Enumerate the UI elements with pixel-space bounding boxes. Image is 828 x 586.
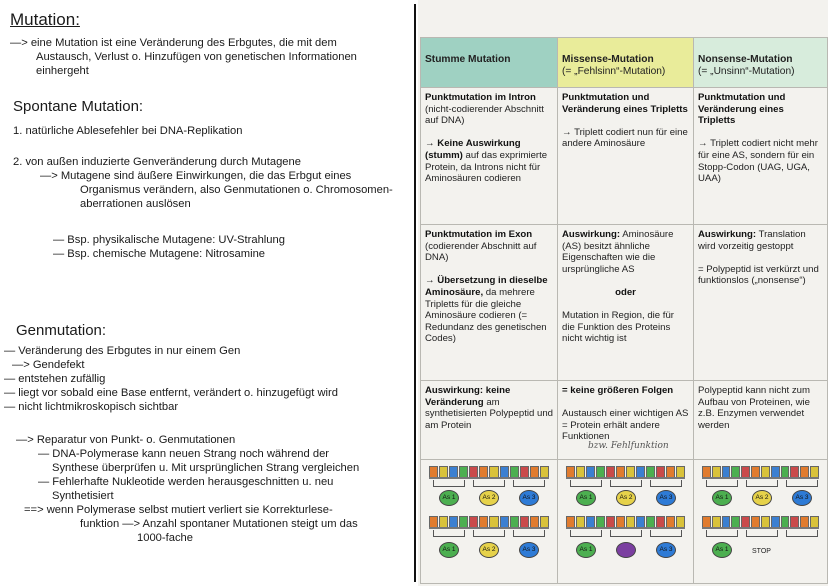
cell-r1-stumme: Punktmutation im Intron (nicht-codierender Abschnitt auf DNA) → Keine Auswirkung (stumm) auf das exprimierte Protein, da Introns nicht für Aminosäuren codieren	[421, 88, 558, 225]
gen-line: — nicht lichtmikroskopisch sichtbar	[4, 401, 179, 413]
gen-line: — entstehen zufällig	[4, 373, 106, 385]
cell-r3-stumme: Auswirkung: keine Veränderung am synthetisierten Polypeptid und am Protein	[421, 381, 558, 460]
amino-acid-3: As 3	[792, 490, 812, 506]
gen-line: —> Gendefekt	[12, 359, 85, 371]
amino-acid-1: As 1	[576, 490, 596, 506]
cell-r1-missense: Punktmutation und Veränderung eines Tripletts → Triplett codiert nun für eine andere Aminosäure	[558, 88, 694, 225]
heading-spontane-mutation: Spontane Mutation:	[13, 98, 144, 115]
amino-acid-1: As 1	[712, 542, 732, 558]
cell-r2-nonsense: Auswirkung: Translation wird vorzeitig gestoppt = Polypeptid ist verkürzt und funktionslos („nonsense“)	[694, 225, 828, 381]
amino-acid-2: As 2	[479, 490, 499, 506]
codon-bracket	[473, 530, 505, 537]
mutation-table-photo	[418, 0, 828, 586]
codon-bracket	[473, 480, 505, 487]
example-chemical: — Bsp. chemische Mutagene: Nitrosamine	[53, 248, 266, 260]
cell-r3-nonsense: Polypeptid kann nicht zum Aufbau von Proteinen, wie z.B. Enzymen verwendet werden	[694, 381, 828, 460]
amino-acid-2: As 2	[752, 490, 772, 506]
codon-bracket	[433, 530, 465, 537]
amino-acid-3: As 3	[519, 542, 539, 558]
heading-genmutation: Genmutation:	[16, 322, 107, 339]
header-stumme: Stumme Mutation	[421, 38, 558, 88]
amino-acid-1: As 1	[439, 542, 459, 558]
definition-line: Austausch, Verlust o. Hinzufügen von genetischen Informationen	[36, 51, 357, 63]
amino-acid-3: As 3	[519, 490, 539, 506]
dna-backbone	[429, 477, 549, 479]
amino-acid-2: As 2	[616, 490, 636, 506]
amino-acid-3: As 3	[656, 490, 676, 506]
dna-backbone	[702, 477, 819, 479]
handwritten-note: bzw. Fehlfunktion	[588, 440, 669, 451]
codon-bracket	[746, 480, 778, 487]
amino-acid-1: As 1	[576, 542, 596, 558]
codon-bracket	[786, 480, 818, 487]
cell-r1-nonsense: Punktmutation und Veränderung eines Tripletts → Triplett codiert nicht mehr für eine AS, sondern für ein Stopp-Codon (UAG, UGA, UAA)	[694, 88, 828, 225]
dna-strand-original	[566, 466, 685, 476]
codon-bracket	[610, 480, 642, 487]
repair-line: ==> wenn Polymerase selbst mutiert verliert sie Korrekturlese-	[24, 504, 333, 516]
dna-backbone	[702, 527, 819, 529]
repair-line: — DNA-Polymerase kann neuen Strang noch während der	[38, 448, 330, 460]
amino-acid-1: As 1	[439, 490, 459, 506]
header-nonsense: Nonsense-Mutation (= „Unsinn“-Mutation)	[694, 38, 828, 88]
dna-strand-original	[429, 466, 549, 476]
dna-strand-mutated	[566, 516, 685, 526]
dna-strand-mutated	[429, 516, 549, 526]
spontan-item-2-line: aberrationen auslösen	[80, 198, 191, 210]
codon-bracket	[746, 530, 778, 537]
repair-line: Synthetisiert	[52, 490, 114, 502]
dna-backbone	[429, 527, 549, 529]
gen-line: — Veränderung des Erbgutes in nur einem Gen	[4, 345, 241, 357]
amino-acid-1: As 1	[712, 490, 732, 506]
spontan-item-2-line: —> Mutagene sind äußere Einwirkungen, die das Erbgut eines	[40, 170, 352, 182]
codon-bracket	[570, 480, 602, 487]
cell-r2-stumme: Punktmutation im Exon (codierender Abschnitt auf DNA) → Übersetzung in dieselbe Aminosäure, da mehrere Tripletts für die gleiche Aminosäure codieren (= Redundanz des genetischen Codes)	[421, 225, 558, 381]
spontan-item-2-line: Organismus verändern, also Genmutationen o. Chromosomen-	[80, 184, 393, 196]
repair-line: Synthese überprüfen u. Mit ursprünglichen Strang vergleichen	[52, 462, 360, 474]
codon-bracket	[706, 480, 738, 487]
mutation-table	[420, 37, 828, 584]
codon-bracket	[650, 480, 682, 487]
page-divider	[414, 4, 416, 582]
dna-backbone	[566, 527, 685, 529]
definition-line: einhergeht	[36, 65, 89, 77]
dna-strand-original	[702, 466, 819, 476]
repair-line: — Fehlerhafte Nukleotide werden herausgeschnitten u. neu	[38, 476, 334, 488]
cell-r2-missense: Auswirkung: Aminosäure (AS) besitzt ähnliche Eigenschaften wie die ursprüngliche AS oder Mutation in Region, die für die Funktion des Proteins nicht wichtig ist	[558, 225, 694, 381]
codon-bracket	[706, 530, 738, 537]
codon-bracket	[786, 530, 818, 537]
example-physical: — Bsp. physikalische Mutagene: UV-Strahlung	[53, 234, 285, 246]
gen-line: — liegt vor sobald eine Base entfernt, verändert o. hinzugefügt wird	[4, 387, 338, 399]
dna-backbone	[566, 477, 685, 479]
dna-diagram-nonsense	[694, 459, 828, 583]
amino-acid-2: As 2	[479, 542, 499, 558]
dna-diagram-stumme	[421, 459, 558, 583]
spontan-item-1: 1. natürliche Ablesefehler bei DNA-Replikation	[13, 125, 243, 137]
dna-diagram-missense	[558, 459, 694, 583]
dna-strand-mutated	[702, 516, 819, 526]
spontan-item-2: 2. von außen induzierte Genveränderung durch Mutagene	[13, 156, 301, 168]
cell-r3-missense: = keine größeren Folgen Austausch einer wichtigen AS = Protein erhält andere Funktionen bzw. Fehlfunktion	[558, 381, 694, 460]
amino-acid-2	[616, 542, 636, 558]
repair-line: funktion —> Anzahl spontaner Mutationen steigt um das	[80, 518, 358, 530]
codon-bracket	[610, 530, 642, 537]
repair-line: 1000-fache	[137, 532, 193, 544]
codon-bracket	[570, 530, 602, 537]
stop-codon-label: STOP	[752, 547, 771, 555]
codon-bracket	[513, 530, 545, 537]
codon-bracket	[650, 530, 682, 537]
codon-bracket	[433, 480, 465, 487]
definition-line: —> eine Mutation ist eine Veränderung des Erbgutes, die mit dem	[10, 37, 337, 49]
codon-bracket	[513, 480, 545, 487]
repair-line: —> Reparatur von Punkt- o. Genmutationen	[16, 434, 236, 446]
amino-acid-3: As 3	[656, 542, 676, 558]
title-mutation: Mutation:	[10, 10, 80, 29]
header-missense: Missense-Mutation (= „Fehlsinn“-Mutation)	[558, 38, 694, 88]
